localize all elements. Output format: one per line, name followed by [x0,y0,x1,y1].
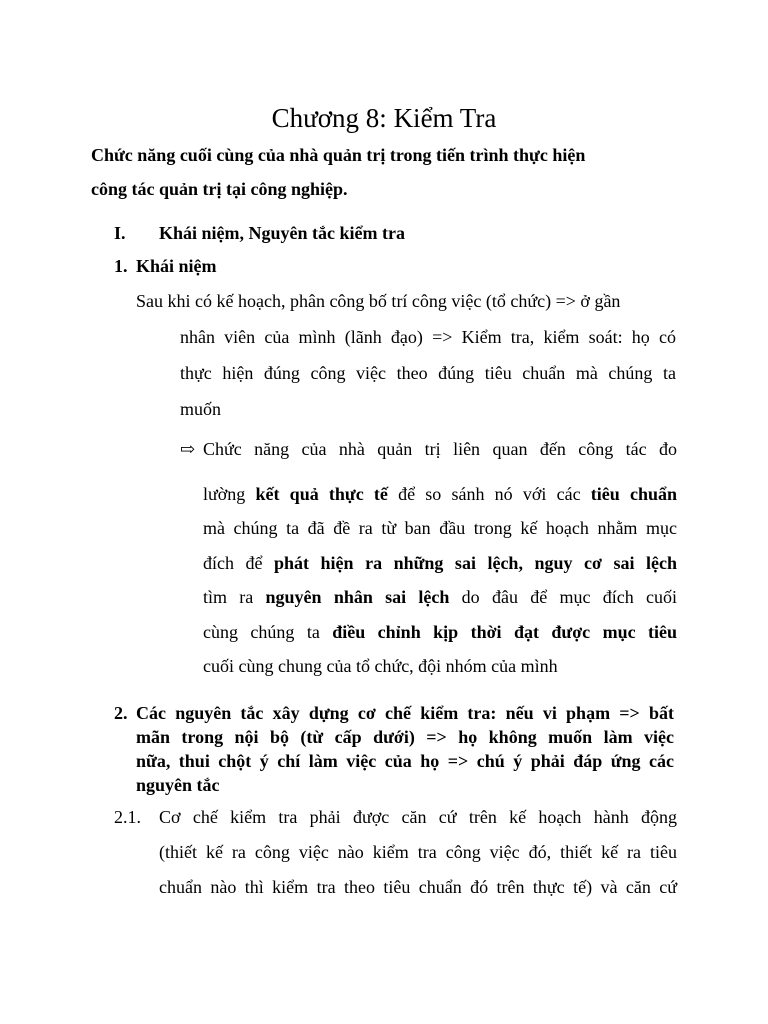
heading-line: mãn trong nội bộ (từ cấp dưới) => họ không muốn làm việc [136,727,674,747]
subsection-number: 2.1. [114,807,141,827]
subsection-heading-1 [114,253,217,279]
paragraph-line: Cơ chế kiểm tra phải được căn cứ trên kế hoạch hành động [159,807,677,827]
arrow-bullet-paragraph [180,432,677,684]
section-heading-1 [114,220,405,246]
paragraph-line [180,615,677,650]
bold-text: nguyên nhân sai lệch [265,587,450,607]
paragraph-line: mà chúng ta đã đề ra từ ban đầu trong kế hoạch nhằm mục [203,518,677,538]
paragraph-line: Chức năng của nhà quản trị liên quan đến công tác đo [203,439,677,459]
section-heading-2 [114,701,674,797]
concept-paragraph [136,283,676,427]
bold-text: điều chỉnh kịp thời đạt được mục tiêu [332,621,678,642]
paragraph-line [180,546,677,581]
section-number: 2. [114,703,128,723]
intro-line: Chức năng cuối cùng của nhà quản trị trong tiến trình thực hiện [91,145,586,165]
text-run: do đâu để mục đích cuối [449,587,677,607]
subsection-number: 1. [114,256,128,276]
bold-text: kết quả thực tế [255,483,388,504]
text-run: đích để [203,552,275,573]
paragraph-line [180,477,677,512]
heading-line: nguyên tắc [136,775,220,795]
text-run: cùng chúng ta [203,621,333,642]
paragraph-line: nhân viên của mình (lãnh đạo) => Kiểm tra, kiểm soát: họ có [180,327,676,347]
subsection-2-1 [114,800,677,905]
paragraph-line: thực hiện đúng công việc theo đúng tiêu chuẩn mà chúng ta [180,363,676,383]
right-arrow-icon: ⇨ [180,439,196,459]
bold-text: phát hiện ra những sai lệch, nguy cơ sai lệch [274,552,677,573]
paragraph-line: muốn [180,399,222,419]
paragraph-line: chuẩn nào thì kiểm tra theo tiêu chuẩn đó trên thực tế) và căn cứ [159,877,677,897]
text-run: tìm ra [203,587,266,607]
heading-line: Các nguyên tắc xây dựng cơ chế kiểm tra: nếu vi phạm => bất [136,703,674,723]
intro-paragraph [91,138,691,206]
paragraph-line: Sau khi có kế hoạch, phân công bố trí công việc (tổ chức) => ở gần [136,291,621,311]
section-label: Khái niệm, Nguyên tắc kiểm tra [159,223,405,243]
section-number: I. [114,223,126,243]
text-run: lường [203,483,256,504]
text-run: để so sánh nó với các [387,483,591,504]
heading-line: nữa, thui chột ý chí làm việc của họ => chú ý phải đáp ứng các [136,751,674,771]
subsection-label: Khái niệm [136,256,217,276]
bold-text: tiêu chuẩn [590,483,677,504]
section-text [114,701,674,797]
intro-line: công tác quản trị tại công nghiệp. [91,179,348,199]
paragraph-line [180,580,677,615]
page-title: Chương 8: Kiểm Tra [271,103,497,133]
paragraph-line: cuối cùng chung của tổ chức, đội nhóm của mình [203,656,558,676]
paragraph-line: (thiết kế ra công việc nào kiểm tra công việc đó, thiết kế ra tiêu [159,842,677,862]
